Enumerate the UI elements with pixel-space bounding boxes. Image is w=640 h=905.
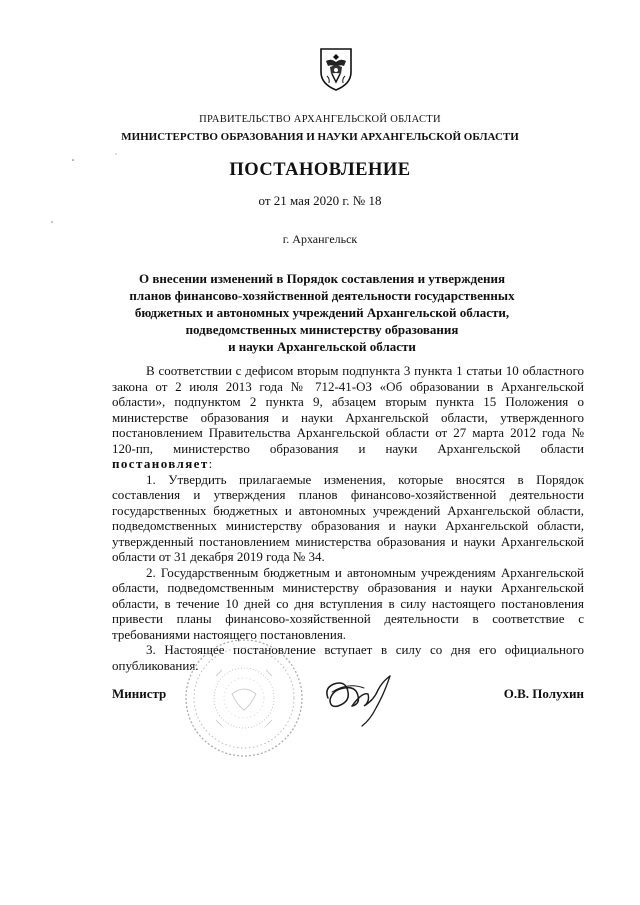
document-title-line: планов финансово-хозяйственной деятельности государственных (129, 288, 515, 303)
document-title (100, 270, 544, 355)
document-city: г. Архангельск (282, 232, 358, 246)
coat-of-arms-icon (318, 46, 354, 92)
government-name: ПРАВИТЕЛЬСТВО АРХАНГЕЛЬСКОЙ ОБЛАСТИ (199, 114, 441, 125)
document-title-line: подведомственных министерству образования (185, 322, 459, 337)
document-title-line: и науки Архангельской области (228, 339, 416, 354)
document-title-line: О внесении изменений в Порядок составления и утверждения (138, 271, 505, 286)
document-date-number: от 21 мая 2020 г. № 18 (258, 193, 382, 208)
item-3-paragraph: 3. Настоящее постановление вступает в силу со дня его официального опубликования. (112, 642, 584, 673)
resolve-word: постановляет (112, 456, 209, 471)
preamble-text: В соответствии с дефисом вторым подпункта 3 пункта 1 статьи 10 областного закона от 2 июля 2013 года № 712-41-ОЗ «Об образовании в Архангельской области», подпунктом 2 пункта 9, абзацем вторым пункта 15 Положения о министерстве образования и науки Архангельской области, утвержденного постановлением Правительства Архангельской области от 27 марта 2012 года № 120-пп, министерство образования и науки Архангельской области (112, 363, 584, 456)
document-body (112, 363, 584, 673)
item-2-paragraph: 2. Государственным бюджетным и автономным учреждениям Архангельской области, подведомственным министерству образования и науки Архангельской области, в течение 10 дней со дня вступления в силу настоящего постановления привести планы финансово-хозяйственной деятельности в соответствие с требованиями настоящего постановления. (112, 564, 584, 642)
handwritten-signature (318, 662, 408, 732)
document-type: ПОСТАНОВЛЕНИЕ (229, 160, 411, 180)
ministry-name: МИНИСТЕРСТВО ОБРАЗОВАНИЯ И НАУКИ АРХАНГЕЛЬСКОЙ ОБЛАСТИ (121, 131, 519, 143)
item-1-paragraph: 1. Утвердить прилагаемые изменения, которые вносятся в Порядок составления и утверждения планов финансово-хозяйственной деятельности государственных бюджетных и автономных учреждений Архангельской области, подведомственных министерству образования и науки Архангельской области, утвержденный постановлением министерства образования и науки Архангельской области от 31 декабря 2019 года № 34. (112, 471, 584, 564)
round-seal-stamp (182, 636, 306, 760)
document-title-line: бюджетных и автономных учреждений Архангельской области, (134, 305, 510, 320)
preamble-paragraph (112, 363, 584, 472)
signatory-title: Министр (112, 686, 167, 701)
resolve-punct: : (208, 456, 213, 471)
signatory-name: О.В. Полухин (503, 686, 584, 701)
